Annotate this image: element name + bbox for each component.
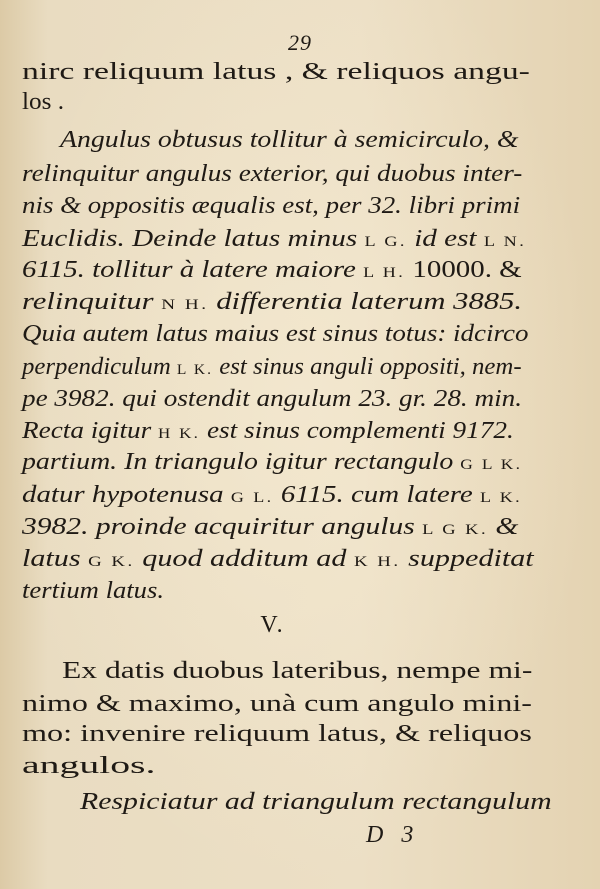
page-number: 29 [288, 30, 312, 55]
text-segment: relinquitur angulus exterior, qui duobus inter- [22, 161, 523, 187]
text-segment: G K. [88, 554, 135, 570]
text-segment: L N. [483, 234, 527, 250]
text-segment: latus [22, 546, 89, 572]
text-segment: N H. [161, 297, 209, 313]
text-segment: nis & oppositis æqualis est, per 32. libri primi [22, 193, 521, 219]
text-line [22, 690, 532, 718]
text-segment: perpendiculum [22, 354, 177, 380]
text-segment: est sinus complementi 9172. [200, 418, 514, 444]
text-segment: K H. [353, 554, 401, 570]
text-segment: id est [406, 226, 484, 252]
section-heading: V. [260, 612, 285, 638]
text-segment: mo: invenire reliquum latus, & reliquos [22, 721, 532, 747]
text-segment: G L K. [460, 457, 523, 473]
text-segment: Recta igitur [22, 418, 159, 444]
text-segment: & [488, 514, 519, 540]
text-line [80, 788, 552, 816]
text-line [22, 577, 164, 605]
text-segment: est sinus anguli oppositi, nem- [213, 354, 522, 380]
text-segment: Ex datis duobus lateribus, nempe mi- [62, 658, 533, 684]
text-segment: L K. [176, 362, 214, 378]
text-segment: L G. [364, 234, 407, 250]
text-segment: datur hypotenusa [22, 482, 231, 508]
text-segment: 10000. & [405, 257, 522, 283]
text-segment: L K. [479, 490, 523, 506]
text-segment: quod additum ad [134, 546, 354, 572]
text-segment: 6115. tollitur à latere maiore [22, 257, 364, 283]
text-segment: L H. [363, 265, 406, 281]
text-line [62, 657, 532, 685]
signature-mark: D 3 [366, 822, 420, 848]
text-segment: Respiciatur ad triangulum rectangulum [80, 789, 552, 815]
text-line [22, 88, 64, 116]
text-line [22, 481, 522, 512]
text-line [22, 288, 522, 319]
text-segment: nirc reliquum latus , & reliquos angu- [22, 59, 530, 85]
text-segment: pe 3982. qui ostendit angulum 23. gr. 28. min. [22, 386, 522, 412]
text-segment: H K. [158, 426, 201, 442]
text-segment: relinquitur [22, 289, 162, 315]
text-segment: suppeditat [400, 546, 534, 572]
text-segment: L G K. [422, 522, 489, 538]
text-segment: G L. [230, 490, 274, 506]
text-line [22, 720, 532, 748]
text-segment: Quia autem latus maius est sinus totus: idcirco [22, 321, 529, 347]
text-line [22, 545, 534, 576]
text-line [22, 752, 155, 780]
text-segment: 3982. proinde acquiritur angulus [22, 514, 423, 540]
text-line [22, 225, 526, 256]
text-line [22, 256, 522, 287]
text-line [60, 126, 519, 154]
text-line [22, 448, 522, 479]
text-segment: partium. In triangulo igitur rectangulo [22, 449, 461, 475]
text-segment: Angulus obtusus tollitur à semicirculo, & [60, 127, 519, 153]
text-line [22, 353, 522, 384]
text-segment: nimo & maximo, unà cum angulo mini- [22, 691, 532, 717]
text-segment: Euclidis. Deinde latus minus [22, 226, 365, 252]
text-segment: differentia laterum 3885. [208, 289, 523, 315]
text-segment: los . [22, 89, 65, 115]
text-line [22, 385, 522, 413]
text-line [22, 320, 528, 348]
text-line [22, 160, 522, 188]
text-line [22, 192, 520, 220]
text-segment: tertium latus. [22, 578, 165, 604]
text-line [22, 513, 518, 544]
text-segment: angulos. [22, 753, 156, 779]
text-line [22, 417, 514, 448]
text-line [22, 58, 530, 86]
text-segment: 6115. cum latere [273, 482, 480, 508]
